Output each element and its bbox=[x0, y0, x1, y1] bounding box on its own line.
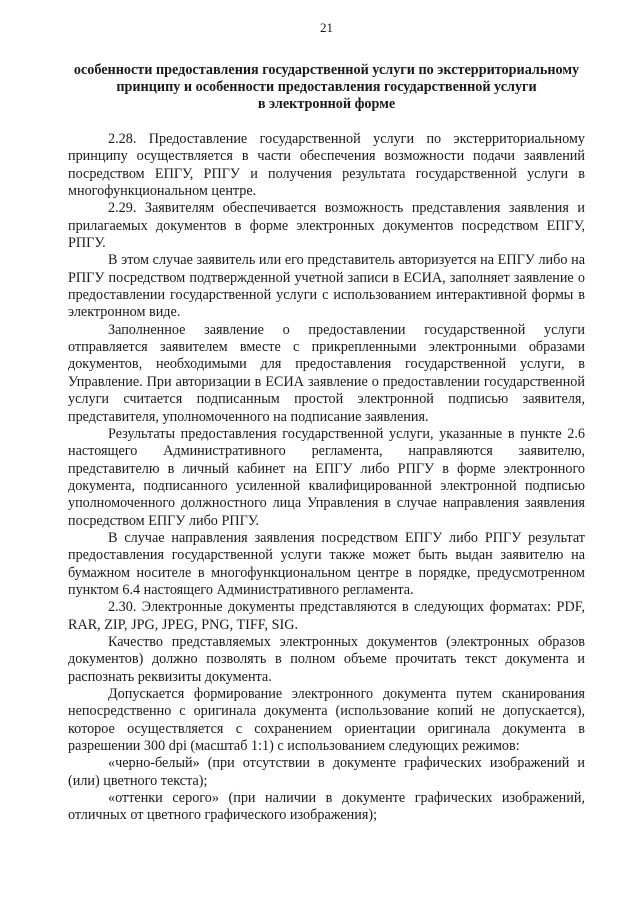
paragraph-paper-result: В случае направления заявления посредством ЕПГУ либо РПГУ результат предоставления государственной услуги также может быть выдан заявителю на бумажном носителе в многофункциональном центре в порядке, предусмотренном пунктом 6.4 настоящего Административного регламента. bbox=[68, 529, 585, 598]
section-title-line: принципу и особенности предоставления государственной услуги bbox=[116, 79, 537, 95]
section-title bbox=[68, 62, 585, 113]
paragraph-2-30: 2.30. Электронные документы представляются в следующих форматах: PDF, RAR, ZIP, JPG, JPEG, PNG, TIFF, SIG. bbox=[68, 599, 585, 633]
section-title-line: в электронной форме bbox=[257, 96, 396, 112]
paragraph-scanning: Допускается формирование электронного документа путем сканирования непосредственно с оригинала документа (использование копий не допускается), которое осуществляется с сохранением ориентации оригинала документа в разрешении 300 dpi (масштаб 1:1) с использованием следующих режимов: bbox=[68, 686, 585, 755]
paragraph-submission: Заполненное заявление о предоставлении государственной услуги отправляется заявителем вместе с прикрепленными электронными образами документов, необходимыми для предоставления государственной услуги, в Управление. При авторизации в ЕСИА заявление о предоставлении государственной услуги считается подписанным простой электронной подписью заявителя, представителя, уполномоченного на подписание заявления. bbox=[68, 321, 585, 425]
paragraph-authorization: В этом случае заявитель или его представитель авторизуется на ЕПГУ либо на РПГУ посредством подтвержденной учетной записи в ЕСИА, заполняет заявление о предоставлении государственной услуги с использованием интерактивной формы в электронном виде. bbox=[68, 252, 585, 321]
paragraph-2-29: 2.29. Заявителям обеспечивается возможность представления заявления и прилагаемых документов в форме электронных документов посредством ЕПГУ, РПГУ. bbox=[68, 200, 585, 252]
paragraph-2-28: 2.28. Предоставление государственной услуги по экстерриториальному принципу осуществляется в части обеспечения возможности подачи заявлений посредством ЕПГУ, РПГУ и получения результата государственной услуги в многофункциональном центре. bbox=[68, 131, 585, 200]
section-title-line: особенности предоставления государственной услуги по экстерриториальному bbox=[73, 62, 580, 78]
paragraph-quality: Качество представляемых электронных документов (электронных образов документов) должно позволять в полном объеме прочитать текст документа и распознать реквизиты документа. bbox=[68, 633, 585, 685]
page-number: 21 bbox=[320, 20, 333, 35]
paragraph-mode-bw: «черно-белый» (при отсутствии в документе графических изображений и (или) цветного текста); bbox=[68, 755, 585, 789]
paragraph-mode-gray: «оттенки серого» (при наличии в документе графических изображений, отличных от цветного графического изображения); bbox=[68, 790, 585, 824]
paragraph-results: Результаты предоставления государственной услуги, указанные в пункте 2.6 настоящего Административного регламента, направляются заявителю, представителю в личный кабинет на ЕПГУ либо РПГУ в форме электронного документа, подписанного усиленной квалифицированной электронной подписью уполномоченного должностного лица Управления в случае направления заявления посредством ЕПГУ либо РПГУ. bbox=[68, 425, 585, 529]
